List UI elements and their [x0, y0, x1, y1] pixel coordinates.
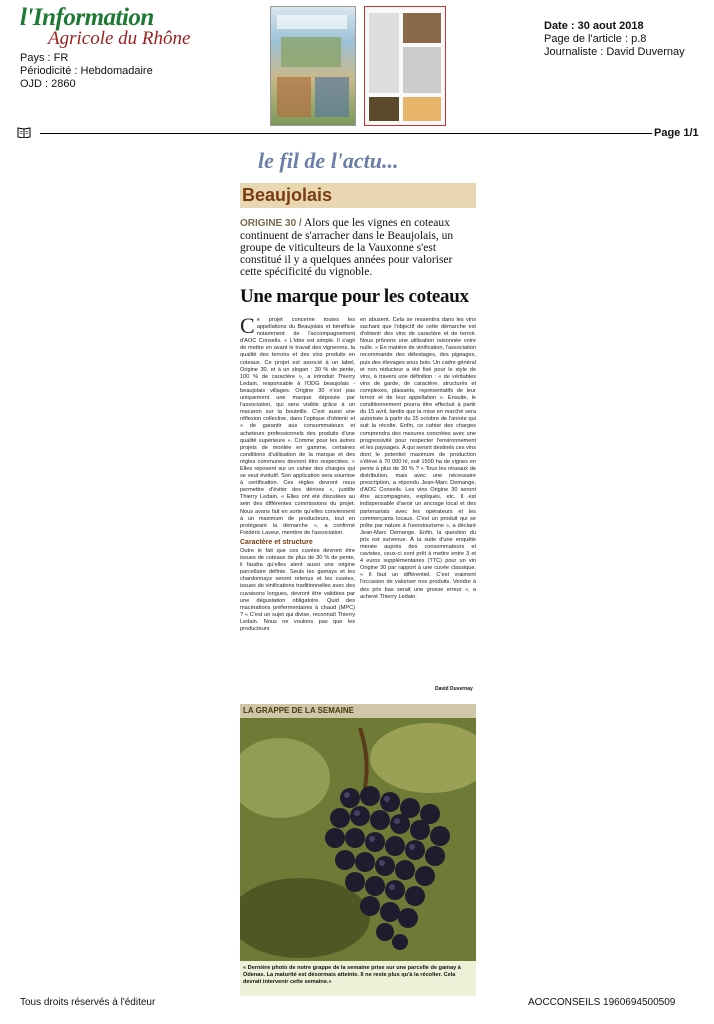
- cover-thumbnail-art: [271, 7, 355, 125]
- article-column-2: [360, 317, 476, 677]
- article-meta: [544, 20, 685, 59]
- page-thumbnail-article[interactable]: [364, 6, 446, 126]
- region-band: [240, 183, 476, 208]
- meta-pays: Pays : FR: [20, 52, 69, 64]
- footer-reference: AOCCONSEILS 1960694500509: [528, 997, 676, 1008]
- article-kicker: ORIGINE 30 /: [240, 218, 302, 229]
- footer-rights: Tous droits réservés à l'éditeur: [20, 997, 156, 1008]
- masthead-logo-line1: l'Information: [20, 4, 154, 31]
- column-2-text: en abusent. Cela se ressentira dans les vins sachant que l'objectif de cette démarche est d'obtenir des vins de caractère et de terroir. Nous prônons une utilisation raisonnée voire nulle. » En matière de vinification, l'association recommande des délestages, des pigeages, puis des élevages sous bois. Un cadre général et non réducteur a été fixé pour le style de vins, à travers une définition : « de véritables vins de garde, de caractère, structurés et complexes, plaisants, représentatifs de leur terroir et de leur appellation ». Ensuite, le conditionnement pourra être effectué à partir du 15 avril, tandis que la mise en marché sera autorisée à partir du 15 octobre de l'année qui suit la récolte. Enfin, ce cahier des charges comprendra des mesures concrètes avec une progressivité pour respecter l'environnement et les paysages. À qui seront destinés ces vins dont le potentiel maximum de production s'élève à 70 000 hl, soit 1500 ha de vignes en pente à plus de 30 % ? « Tous les réseaux de distribution, mais avec une nécessaire prescription, a répondu Jean-Marc Demange, d'AOC Conseils. Les vins Origine 30 seront être accompagnés, expliqués, etc. Il est indispensable d'avoir un ancrage local et des partenariats avec les opérateurs et les commerçants locaux. C'est un produit qui se prête par nature à l'oenotourisme », a déclaré Jean-Marc Demange. Enfin, la question du prix est survenue. À la suite d'une enquête menée auprès des consommateurs et cavistes, ceux-ci sont prêt à mettre entre 3 et 4 euros supplémentaires (TTC) pour un vin Origine 30 par rapport à une cuvée classique. « Il faut un différentiel. C'est vraiment l'occasion de valoriser nos produits. Vendre à des prix bas serait une grosse erreur », a achevé Thierry Ledain.: [360, 317, 476, 600]
- article-date: Date : 30 aout 2018: [544, 20, 644, 32]
- section-title: le fil de l'actu...: [258, 148, 399, 173]
- page-thumbnail-cover[interactable]: [270, 6, 356, 126]
- grape-cluster-illustration: [240, 718, 476, 961]
- article-headline: Une marque pour les coteaux: [240, 286, 469, 307]
- article-column-1: [240, 317, 355, 672]
- article-lead: [240, 217, 476, 278]
- region-label: Beaujolais: [242, 185, 333, 205]
- article-thumbnail-art: [365, 7, 445, 125]
- meta-periodicite: Périodicité : Hebdomadaire: [20, 65, 153, 77]
- column-1-text-2: Outre le fait que ces cuvées devront être issues de coteaux de plus de 30 % de pente, il faudra qu'elles aient aussi une origine parcellaire définie. Seuls les gamays et les chardonnays seront retenus et les cuvées, issues de vinifications traditionnelles avec des cuvaisons longues, devront être validées par une dégustation obligatoire. Quid des macérations préfermentaires à chaud (MPC) ? « C'est un sujet qui divise, reconnaît Thierry Ledain. Nous ne voulons pas que les producteurs: [240, 548, 355, 633]
- grappe-band-label: LA GRAPPE DE LA SEMAINE: [243, 706, 354, 715]
- photo-caption: « Dernière photo de notre grappe de la semaine prise sur une parcelle de gamay à Odenas. La maturité est désormais atteinte. Il ne reste plus qu'à la récolter. Cela devrait intervenir cette semaine.»: [240, 961, 476, 996]
- article-byline: David Duvernay: [435, 686, 473, 692]
- masthead-logo-line2: Agricole du Rhône: [48, 28, 191, 49]
- grappe-band: [240, 704, 476, 718]
- publication-meta: [20, 52, 153, 91]
- article-page: Page de l'article : p.8: [544, 33, 647, 45]
- dropcap: C: [240, 317, 255, 338]
- book-icon: [17, 126, 31, 138]
- article-subhead: Caractère et structure: [240, 538, 313, 546]
- article-lead-text: Alors que les vignes en coteaux continuent de s'arracher dans le Beaujolais, un groupe de viticulteurs de la Vauxonne s'est constitué il y a quelques années pour valoriser cette spécificité du vignoble.: [240, 217, 454, 278]
- header-rule: [40, 133, 652, 134]
- column-1-text: e projet concerne toutes les appellations du Beaujolais et bénéficie notamment de l'accompagnement d'AOC Conseils. « L'idée est simple. Il s'agit de mettre en avant le travail des vignerons, la qualité des terroirs et des vins produits en coteaux. Ce projet est associé à un label, Origine 30, et à un slogan : 30 % de pente, 100 % de caractère », a introduit Thierry Ledain, responsable à l'ODG beaujolais - beaujolais villages. Origine 30 n'est pas uniquement une marque déposée par l'association, qui sera visible grâce à un macaron sur la bouteille. C'est aussi une réflexion collective, dans l'optique d'obtenir et « de garantir aux consommateurs et acheteurs professionnels des produits d'une qualité supérieure ». Comme pour les autres projets de montée en gamme, certaines conditions d'utilisation de la marque et des règles communes devront être respectées. « Elles reposent sur un cahier des charges qui se veut évolutif. Son application sera soumise à certification. Ces règles devront nous permettre d'éviter des dérives », justifie Thierry Ledain. « Elles ont été discutées au sein des différentes commissions du projet. Nous avons fait en sorte qu'elles conviennent à un maximum de producteurs, tout en protégeant la démarche », a confirmé Frédéric Laveur, membre de l'association.: [240, 317, 355, 536]
- page-number: Page 1/1: [654, 127, 699, 139]
- meta-ojd: OJD : 2860: [20, 78, 76, 90]
- article-journaliste: Journaliste : David Duvernay: [544, 46, 685, 58]
- grape-photo: [240, 718, 476, 961]
